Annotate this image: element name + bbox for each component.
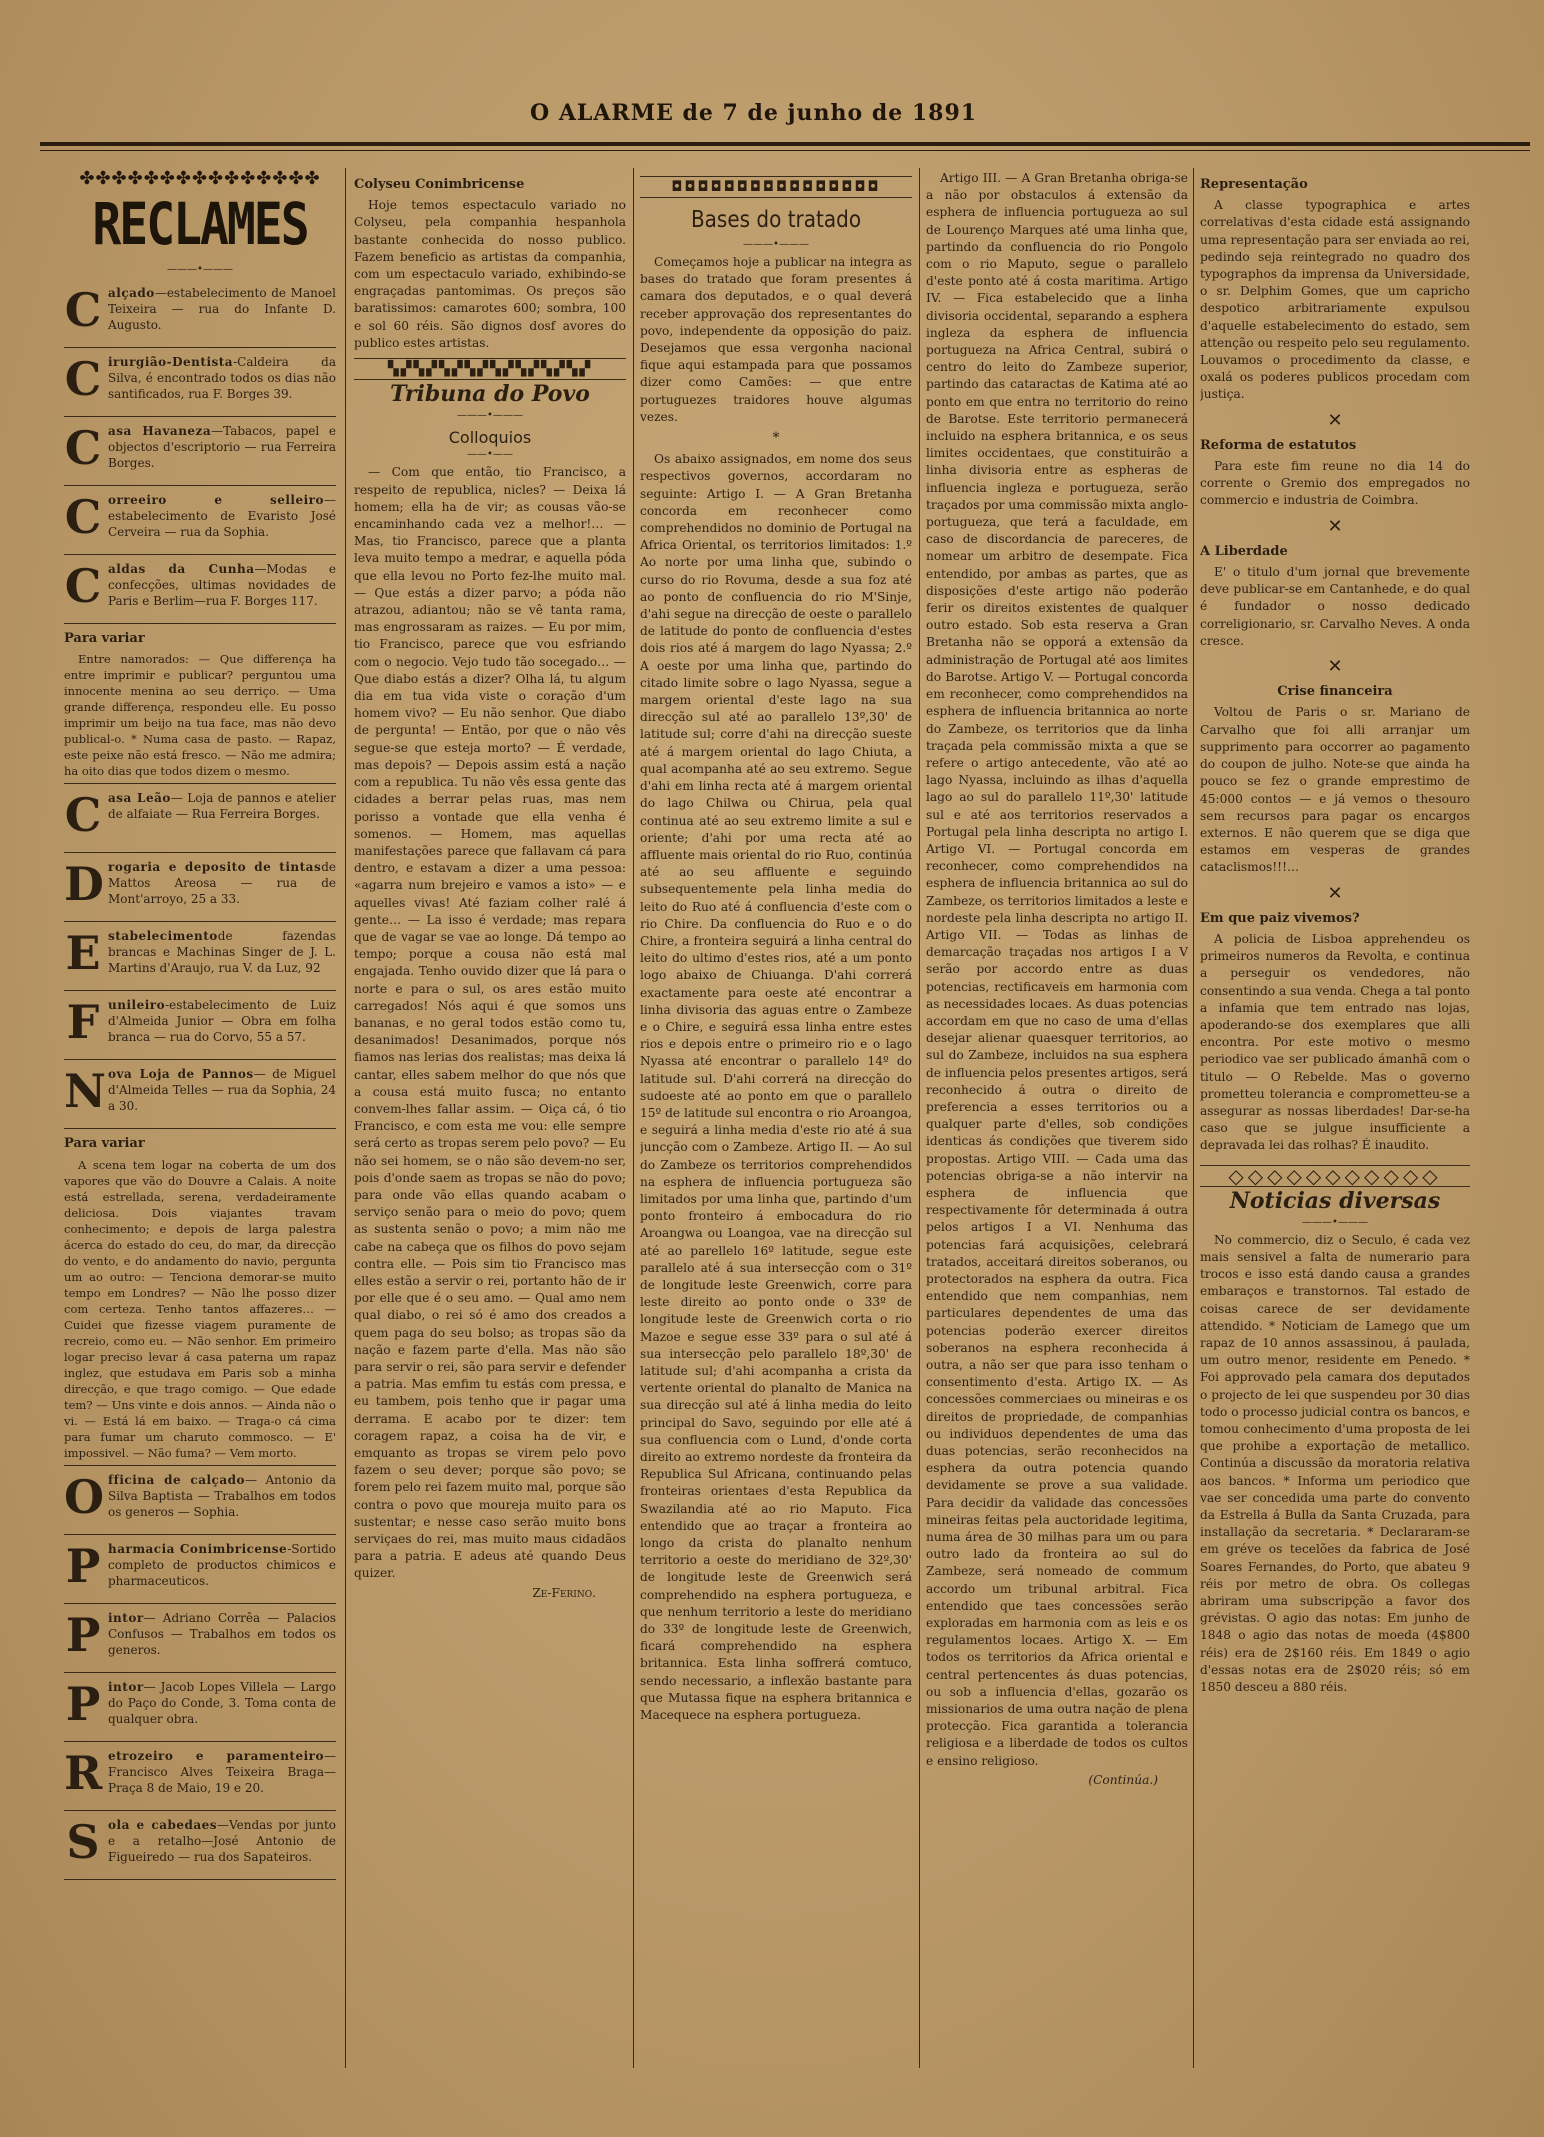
para-variar-text: Entre namorados: — Que differença ha entre imprimir e publicar? perguntou uma innocente menina ao seu derriço. — Uma grande differença, respondeu elle. Eu posso imprimir um beijo na tua face, mas não devo publical-o. * Numa casa de pasto. — Rapaz, este peixe não está fresco. — Não me admira; ha oito dias que todos dizem o mesmo. [64,652,336,779]
mini-rule: ———•——— [167,264,233,276]
advert-text: —estabelecimento de Manoel Teixeira — rua do Infante D. Augusto. [108,286,336,333]
column-separator [345,168,346,2068]
advert-lead: asa Leão [108,791,171,806]
advert-item [64,1466,336,1535]
ornament-band: ▚▞▚▞▚▞▚▞▚▞▚▞▚▞▚▞ [354,358,626,380]
advert-text-block [108,1679,336,1735]
advert-text: — Antonio da Silva Baptista — Trabalhos em todos os generos — Sophia. [108,1472,336,1519]
advert-initial: P [65,1607,101,1662]
advert-lead: fficina de calçado [108,1472,246,1487]
column-separator [919,168,920,2068]
paiz-head: Em que paiz vivemos? [1200,910,1360,926]
advert-text-block [108,1610,336,1666]
representacao-head: Representação [1200,177,1308,192]
advert-initial: P [65,1538,101,1593]
advert-initial: C [64,490,102,545]
artigos-body: Artigo III. — A Gran Bretanha obriga-se a não por obstaculos á extensão da esphera de influencia portugueza ao sul de Lourenço Marques até uma linha que, partindo da confluencia do rio Pongolo com o rio Maputo, segue o parallelo d'este ponto até á costa maritima. Artigo IV. — Fica estabelecido que a linha divisoria occidental, separando a esphera ingleza da esphera de influencia portugueza na Africa Central, subirá o centro do leito do Zambeze superior, partindo das cataractas de Katima até ao ponto em que entra no territorio do reino de Barotse. Este territorio permanecerá incluido na esphera britannica, e os seus limites occidentaes, que constituirão a linha divisoria entre as espheras de influencia ingleza e portugueza, serão traçados por uma commissão mixta anglo-portugueza, que terá a faculdade, em caso de discordancia de pareceres, de nomear um arbitro de desempate. Fica entendido, por ambas as partes, que as disposições d'este artigo não poderão ferir os direitos existentes de qualquer outro estado. Sob esta reserva a Gran Bretanha não se opporá a extensão da administração de Portugal até aos limites do Barotse. Artigo V. — Portugal concorda em reconhecer, como comprehendidos na esphera de influencia britannica ao norte do Zambeze, os territorios que da linha traçada pela commissão mixta a que se refere o artigo antecedente, vão até ao lago Nyassa, incluindo as ilhas d'aquella lago ao sul do parallelo 11º,30' latitude sul e até aos territorios reservados a Portugal pela linha descripta no artigo I. Artigo VI. — Portugal concorda em reconhecer, como comprehendidos na esphera de influencia britannica ao sul do Zambeze, os territorios limitados a leste e nordeste pela linha descripta no artigo II. Artigo VII. — Todas as linhas de demarcação traçadas nos artigos I a V serão por accordo entre as duas potencias, rectificaveis em harmonia com as necessidades locaes. As duas potencias accordam em que no caso de uma d'ellas desejar alienar quaesquer territorios, ao sul do Zambeze, incluidos na sua esphera de influencia pelos presentes artigos, será reconhecido á outra o direito de preferencia a esses territorios ou a qualquer parte d'elles, sob condições identicas ás condições que tiverem sido propostas. Artigo VIII. — Cada uma das potencias obriga-se a não intervir na esphera de influencia que respectivamente fôr determinada á outra pelos artigos I a VI. Nenhuma das potencias fará acquisições, celebrará tratados, acceitará direitos soberanos, ou protectorados na esphera da outra. Fica entendido que nem companhias, nem particulares dependentes de uma das potencias poderão exercer direitos soberanos na esphera reconhecida á outra, a não ser que para isso tenham o consentimento d'esta. Artigo IX. — As concessões commerciaes ou mineiras e os direitos de propriedade, de companhias ou individuos dependentes de uma das duas potencias, serão reconhecidos na esphera da outra potencia quando devidamente se prove a sua validade. Para decidir da validade das concessões mineiras feitas pela auctoridade legitima, numa área de 30 milhas para um ou para outro lado da fronteira ao sul do Zambeze, será nomeado de commum accordo um tribunal arbitral. Fica entendido que taes concessões serão exploradas em harmonia com as leis e os regulamentos locaes. Artigo X. — Em todos os territorios da Africa oriental e central pertencentes ás duas potencias, ou sob a influencia d'ellas, gozarão os missionarios de uma outra nação de plena protecção. Fica garantida a tolerancia religiosa e a liberdade de todos os cultos e ensino religioso. [926,171,1188,1768]
advert-text-block [108,859,336,915]
advert-lead: unileiro [108,998,166,1013]
noticias-text: No commercio, diz o Seculo, é cada vez mais sensivel a falta de numerario para trocos e isso está dando causa a grandes embaraços e transtornos. Tal estado de coisas carece de ser devidamente attendido. * Noticiam de Lamego que um rapaz de 10 annos assassinou, á paulada, um outro menor, residente em Penedo. * Foi approvado pela camara dos deputados o projecto de lei que suspendeu por 30 dias todo o processo judicial contra os bancos, e tomou conhecimento d'uma proposta de lei que prohibe a exportação de metallico. Continúa a discussão da moratoria relativa aos bancos. * Informa um periodico que vae ser concedida uma parte do convento da Estrella á Bulla da Santa Cruzada, para installação da secretaria. * Declararam-se em gréve os tecelões da fabrica de José Soares Fernandes, do Porto, que abateu 9 réis por metro de obra. Os collegas abriram uma subscripção a favor dos grévistas. O agio das notas: Em junho de 1848 o agio das notas de moeda (4$800 réis) era de 2$160 réis. Em 1849 o agio d'essas notas era de 2$020 réis; só em 1850 desceu a 880 réis. [1200,1232,1470,1695]
advert-initial: O [64,1469,105,1524]
advert-text: de fazendas brancas e Machinas Singer de J. L. Martins d'Araujo, rua V. da Luz, 92 [108,929,336,976]
advert-initial: C [64,352,102,407]
advert-item [64,1060,336,1129]
ornament-band: ◇◇◇◇◇◇◇◇◇◇◇ [1200,1165,1470,1187]
advert-text-block [108,997,336,1053]
advert-text: —Modas e confecções, ultimas novidades de Paris e Berlim—rua F. Borges 117. [108,562,336,609]
advert-initial: C [64,421,102,476]
para-variar-head-2: Para variar [64,1136,145,1152]
ornament-band: ◘◘◘◘◘◘◘◘◘◘◘◘◘◘◘◘ [640,176,912,198]
advert-lead: harmacia Conimbricense [108,1541,288,1556]
advert-text: — Francisco Alves Teixeira Braga—Praça 8 de Maio, 19 e 20. [108,1748,336,1795]
advert-lead: alçado [108,286,155,301]
advert-text: — estabelecimento de Evaristo José Cerveira — rua da Sophia. [108,493,336,540]
separator: * [772,430,780,447]
advert-text-block [108,1066,336,1122]
liberdade-text: E' o titulo d'um jornal que brevemente deve publicar-se em Cantanhede, e do qual é fundador o nosso dedicado correligionario, sr. Carvalho Neves. A onda cresce. [1200,565,1470,648]
advert-text-block [108,1541,336,1597]
advert-text: -Caldeira da Silva, é encontrado todos os dias não santificados, rua F. Borges 39. [108,355,336,402]
advert-item [64,784,336,853]
advert-item [64,417,336,486]
advert-text-block [108,285,336,341]
advert-text-block [108,1472,336,1528]
advert-initial: C [64,788,102,843]
bases-title: Bases do tratado [690,205,862,233]
column-noticias [1200,170,1470,2070]
mini-rule: ———•——— [743,239,809,250]
reforma-text: Para este fim reune no dia 14 do corrente o Gremio dos empregados no commercio e industria de Coimbra. [1200,459,1470,508]
advert-lead: ova Loja de Pannos [108,1067,254,1082]
advert-text-block [108,492,336,548]
advert-lead: asa Havaneza [108,424,212,439]
cross-separator: ✕ [1327,656,1343,678]
advert-item [64,1811,336,1880]
advert-item [64,1535,336,1604]
colloquios-title: Colloquios [448,428,532,448]
para-variar-text-2: A scena tem logar na coberta de um dos vapores que vão do Douvre a Calais. A noite está estrellada, serena, verdadeiramente deliciosa. Dois viajantes travam conhecimento; e depois de larga palestra ácerca do estado do ceu, do mar, da direcção do vento, e do andamento do navio, pergunta um ao outro: — Tenciona demorar-se muito tempo em Londres? — Não lhe posso dizer com certeza. Tenho tantos affazeres… — Cuidei que fizesse viagem puramente de recreio, como eu. — Não senhor. Em primeiro logar preciso levar á casa paterna um rapaz inglez, que estudava em Paris sob a minha direcção, e que trago comigo. — Que edade tem? — Uns vinte e dois annos. — Ainda não o vi. — Está lá em baixo. — Traga-o cá cima para fumar um charuto commosco. — E' impossivel. — Não fuma? — Vem morto. [64,1157,336,1460]
cross-separator: ✕ [1327,409,1343,431]
advert-text-block [108,1817,336,1873]
colyseu-text: Hoje temos espectaculo variado no Colyseu, pela companhia hespanhola bastante conhecida do nosso publico. Fazem beneficio as artistas da companhia, com um espectaculo variado, exhibindo-se engraçadas pantomimas. Os preços são baratissimos: camarotes 600; sombra, 100 e sol 60 réis. São dignos dosf avores do publico estes artistas. [354,198,626,350]
advert-text: — Adriano Corrêa — Palacios Confusos — Trabalhos em todos os generos. [108,1610,336,1657]
cross-separator: ✕ [1327,515,1343,537]
advert-item [64,991,336,1060]
column-reclames [64,170,336,2070]
column-artigos [926,170,1188,2070]
column-separator [1193,168,1194,2068]
colyseu-head: Colyseu Conimbricense [354,177,525,192]
advert-text: —Vendas por junto e a retalho—José Antonio de Figueiredo — rua dos Sapateiros. [108,1817,336,1864]
advert-text: — Jacob Lopes Villela — Largo do Paço do Conde, 3. Toma conta de qualquer obra. [108,1679,336,1726]
noticias-title: Noticias diversas [1229,1187,1441,1214]
advert-text: —Tabacos, papel e objectos d'escriptorio — rua Ferreira Borges. [108,424,336,471]
advert-item [64,348,336,417]
advert-initial: S [66,1814,100,1869]
advert-initial: C [64,559,102,614]
advert-initial: R [64,1745,103,1800]
advert-text-block [108,561,336,617]
advert-initial: P [65,1676,101,1731]
advert-text: — Loja de pannos e atelier de alfaiate — Rua Ferreira Borges. [108,791,336,822]
advert-text-block [108,354,336,410]
advert-item [64,922,336,991]
header-rule [40,142,1530,146]
crise-head: Crise financeira [1277,684,1393,700]
advert-item [64,486,336,555]
column-separator [633,168,634,2068]
advert-lead: ola e cabedaes [108,1817,218,1832]
bases-body: Os abaixo assignados, em nome dos seus respectivos governos, accordaram no seguinte: Artigo I. — A Gran Bretanha concorda em reconhecer como comprehendidos no dominio de Portugal na Africa Oriental, os territorios limitados: 1.º Ao norte por uma linha que, subindo o curso do rio Rovuma, desde a sua foz até ao ponto de confluencia do rio M'Sinje, d'ahi segue na direcção de oeste o parallelo de latitude do ponto de confluencia d'estes dois rios até á margem do lago Nyassa; 2.º A oeste por uma linha que, partindo do citado limite sobre o lago Nyassa, segue a margem oriental d'este lago na sua direcção sul até ao parallelo 13º,30' de latitude sul; corre d'ahi na direcção sueste até á margem oriental do lago Chiuta, a qual acompanha até ao seu extremo. Segue d'ahi em linha recta até á margem oriental do lago Chilwa ou Chirua, pela qual continua até ao seu extremo limite a sul e oriente; d'ahi por uma recta até ao affluente mais oriental do rio Ruo, continúa até ao seu affluente e seguindo subsequentemente pela linha media do leito do Ruo até á confluencia d'este com o rio Chire. Da confluencia do Ruo e o do Chire, a fronteira seguirá a linha central do leito do ultimo d'estes rios, até a um ponto logo abaixo de Chiuanga. D'ahi correrá exactamente para oeste até encontrar a linha divisoria das aguas entre o Zambeze e o Chire, e seguirá essa linha entre estes rios e depois entre o primeiro rio e o lago Nyassa até encontrar o parallelo 14º do latitude sul. D'ahi correrá na direcção do sudoeste até ao ponto em que o parallelo 15º de latitude sul encontra o rio Aroangoa, e seguirá a linha media d'este rio até á sua juncção com o Zambeze. Artigo II. — Ao sul do Zambeze os territorios comprehendidos na esphera de influencia portugueza são limitados por uma linha que, partindo d'um ponto fronteiro á embocadura do rio Aroangwa ou Loangoa, vae na direcção sul até ao parellelo 16º latitude, segue este parallelo até á sua intersecção com o 31º de longitude leste Greenwich, corre para leste direito ao ponto onde o 33º de longitude leste de Greenwich corta o rio Mazoe e segue esse 33º para o sul até á sua intersecção pelo parallelo 18º,30' de latitude sul; d'ahi acompanha a crista da vertente oriental do planalto de Manica na sua direcção sul até á linha media do leito principal do Savo, seguindo por elle até á sua confluencia com o Lund, d'onde corta direito ao extremo nordeste da fronteira da Republica Sul Africana, continuando pelas fronteiras orientaes d'esta Republica da Swazilandia até ao rio Maputo. Fica entendido que ao traçar a fronteira ao longo da crista do planalto nenhum territorio a oeste do meridiano de 32º,30' de longitude leste de Greenwich será comprehendido na esphera portugueza, e que nenhum territorio a leste do meridiano do 33º de longitude leste de Greenwich, ficará comprehendido na esphera britannica. Esta linha soffrerá comtuco, sendo necessario, a inflexão bastante para que Mutassa fique na esphera britannica e Macequece na esphera portugueza. [640,452,912,1723]
advert-lead: etrozeiro e paramenteiro [108,1748,324,1763]
advert-text: -Sortido completo de productos chimicos e pharmaceuticos. [108,1541,336,1588]
cross-separator: ✕ [1327,882,1343,904]
advert-lead: rogaria e deposito de tintas [108,860,322,875]
advert-initial: C [64,283,102,338]
mini-rule: ———•——— [457,410,523,422]
paiz-text: A policia de Lisboa apprehendeu os primeiros numeros da Revolta, e continua a perseguir os vendedores, não consentindo a sua venda. Chega a tal ponto a infamia que tem entrado nas lojas, apoderando-se dos exemplares que alli encontra. Por este motivo o mesmo periodico vae ser publicado ámanhã com o titulo — O Rebelde. Mas o governo prometteu tolerancia e comprometteu-se a assegurar as nossas liberdades! Dar-se-ha caso que se julgue insufficiente a depravada lei das rolhas? É inaudito. [1200,931,1470,1153]
header-rule-thin [40,150,1530,151]
ornament-band: ✤✤✤✤✤✤✤✤✤✤✤✤✤✤✤ [79,170,321,188]
advert-initial: D [64,857,104,912]
signature: Ze-Ferino. [532,1585,596,1600]
advert-text-block [108,928,336,984]
representacao-text: A classe typographica e artes correlativas d'esta cidade está assignando uma representação para ser enviada ao rei, pedindo seja reintegrado no quadro dos typographos da imprensa da Universidade, o sr. Delphim Gomes, que um capricho despotico arbitrariamente expulsou d'aquelle estabelecimento do estado, sem attenção ou respeito pelo seu regulamento. Louvamos o procedimento da classe, e oxalá os poderes publicos procedam com justiça. [1200,198,1470,402]
reclames-title: RECLAMES [92,191,308,259]
colloquios-dialogue: — Com que então, tio Francisco, a respeito de republica, nicles? — Deixa lá homem; ella ha de vir; as cousas vão-se encaminhando cada vez a melhor!… — Mas, tio Francisco, parece que a planta leva muito tempo a medrar, e aquella póda que ella levou no Porto fez-lhe muito mal. — Que estás a dizer parvo; a póda não atrazou, adiantou; não se vê tanta rama, mas engrossaram as raizes. — Eu por mim, tio Francisco, parece que vou esfriando com o negocio. Vejo tudo tão socegado… — Que diabo estás a dizer? Olha lá, tu algum dia em tua vida viste o coração d'um homem vivo? — Eu não senhor. Que diabo de pergunta! — Então, por que o não vês segue-se que esteja morto? — É verdade, mas depois? — Depois assim está a nação com a republica. Tu não vês essa gente das cidades a berrar pelas ruas, mas nem porisso a vontade que ella venha é somenos. — Homem, mas aquellas manifestações parece que fallavam cá para dentro, e estavam a dizer a uma pessoa: «agarra num brejeiro e vamos a isto» — e aquelles vivas! Até faziam colher ralé á gente… — La isso é verdade; mas repara que de vagar se vae ao longe. Dá tempo ao tempo; porque a cousa não está mal engajada. Tenho ouvido dizer que lá para o norte e para o sul, os ares estão muito carregados! Nós aqui é que somos uns bananas, e no geral todos estão como tu, desanimados! Desanimados, porque nós fiamos nas lerias dos realistas; mas deixa lá cantar, elles sabem melhor do que nós que a cousa está muito fusca; no entanto convem-lhes fallar assim. — Oiça cá, ó tio Francisco, e com esta me vou: elle sempre será certo as tropas serem pelo povo? — Eu não sei homem, se o não são devem-no ser, pois d'onde saem as tropas se não do povo; para onde vão ellas quando acabam o serviço senão para o meio do povo; quem as sustenta senão o povo; a mim não me cabe na cabeça que os filhos do povo sejam contra elle. — Pois sim tio Francisco mas elles estão a servir o rei, portanto hão de ir por elle que é o seu amo. — Qual amo nem qual diabo, o rei só é amo dos creados a quem paga do seu bolso; as tropas são da nação e fazem parte d'ella. Mas não são para servir o rei, são para servir e defender a patria. Mas emfim tu estás com pressa, e eu tambem, pois tenho que ir pagar uma derrama. E acabo por te dizer: tem coragem rapaz, a coisa ha de vir, e emquanto as tropas se virem pelo povo fazem o seu dever; porque são povo; se forem pelo rei fazem muito mal, porque são contra o povo que moureja muito para os sustentar; e nesse caso serão muito bons serviçaes do rei, mas muito maus cidadãos para a patria. E adeus até quando Deus quizer. [354,465,626,1581]
advert-initial: N [64,1064,107,1119]
advert-lead: orreeiro e selleiro [108,493,324,508]
advert-item [64,555,336,624]
para-variar-head: Para variar [64,631,145,647]
mini-rule: ——•—— [467,449,513,461]
continua-label: (Continúa.) [1088,1772,1158,1787]
bases-intro: Começamos hoje a publicar na integra as bases do tratado que foram presentes á camara dos deputados, e o qual deverá receber approvação dos representantes do povo, independente da opposição do paiz. Desejamos que essa vergonha nacional fique aqui estampada para que possamos dizer como Camões: — que entre portuguezes traidores houve algumas vezes. [640,255,912,424]
advert-text: -estabelecimento de Luiz d'Almeida Junior — Obra em folha branca — rua do Corvo, 55 a 57. [108,998,336,1045]
advert-lead: stabelecimento [108,929,218,944]
reforma-head: Reforma de estatutos [1200,437,1357,453]
advert-lead: intor [108,1610,144,1625]
advert-text-block [108,1748,336,1804]
column-bases-tratado [640,170,912,2070]
mini-rule: ———•——— [1302,1216,1368,1228]
advert-initial: F [66,995,100,1050]
masthead: O ALARME de 7 de junho de 1891 [530,100,978,126]
advert-text-block [108,423,336,479]
column-colyseu-tribuna [354,170,626,2070]
advert-item [64,1604,336,1673]
advert-initial: E [65,926,101,981]
advert-lead: aldas da Cunha [108,562,255,577]
crise-text: Voltou de Paris o sr. Mariano de Carvalho que foi alli arranjar um supprimento para occorrer ao pagamento do coupon de julho. Note-se que ainda ha pouco se fez o grande emprestimo de 45:000 contos — e já vemos o thesouro sem recursos para pagar os encargos externos. E não querem que se diga que estamos em vesperas de grandes cataclismos!!!… [1200,705,1470,875]
liberdade-head: A Liberdade [1200,543,1288,559]
advert-item [64,1742,336,1811]
tribuna-title: Tribuna do Povo [390,381,590,408]
advert-text: de Mattos Areosa — rua de Mont'arroyo, 25 a 33. [108,860,336,907]
advert-lead: irurgião-Dentista [108,355,234,370]
advert-text: — de Miguel d'Almeida Telles — rua da Sophia, 24 a 30. [108,1067,336,1114]
advert-item [64,1673,336,1742]
advert-item [64,853,336,922]
advert-text-block [108,790,336,846]
advert-lead: intor [108,1679,144,1694]
advert-item [64,279,336,348]
